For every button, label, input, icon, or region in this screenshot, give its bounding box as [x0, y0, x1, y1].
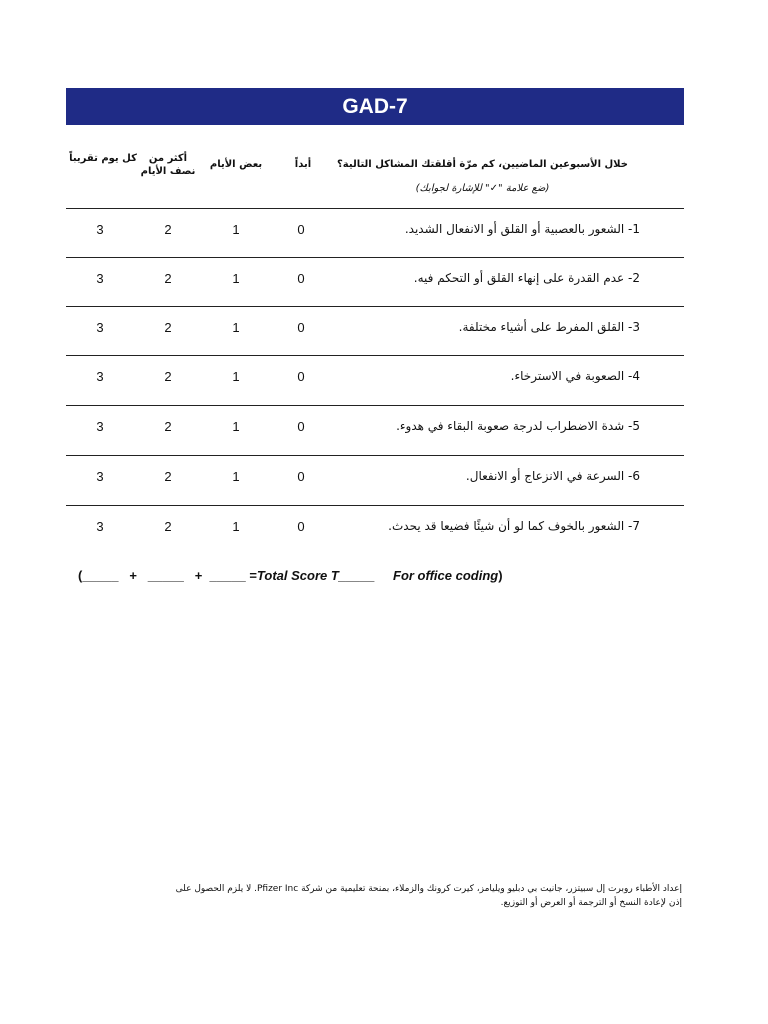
score-more-than-half[interactable]: 2 — [164, 369, 172, 384]
score-several-days[interactable]: 1 — [232, 519, 240, 534]
table-row — [66, 208, 684, 257]
question-item: 5- شدة الاضطراب لدرجة صعوبة البقاء في هدوء. — [396, 419, 640, 433]
score-several-days[interactable]: 1 — [232, 222, 240, 237]
score-not-at-all[interactable]: 0 — [297, 519, 305, 534]
score-not-at-all[interactable]: 0 — [297, 222, 305, 237]
form-title: GAD-7 — [342, 94, 408, 118]
score-nearly-every-day[interactable]: 3 — [96, 369, 104, 384]
total-score-line — [78, 568, 528, 583]
score-nearly-every-day[interactable]: 3 — [96, 222, 104, 237]
score-nearly-every-day[interactable]: 3 — [96, 320, 104, 335]
score-not-at-all[interactable]: 0 — [297, 271, 305, 286]
column-header-nearly-every-day: كل يوم تقريباً — [69, 153, 137, 164]
table-row — [66, 257, 684, 306]
question-item: 1- الشعور بالعصبية أو القلق أو الانفعال الشديد. — [404, 222, 640, 236]
score-several-days[interactable]: 1 — [232, 419, 240, 434]
office-coding-label: For office coding — [393, 568, 499, 583]
question-text: خلال الأسبوعين الماضيين، كم مرّة أقلقتك المشاكل التالية؟ — [337, 159, 628, 170]
score-blanks[interactable]: _____ + _____ + _____ = — [82, 568, 257, 583]
question-item: 7- الشعور بالخوف كما لو أن شيئًا فضيعا قد يحدث. — [388, 519, 640, 533]
question-item: 2- عدم القدرة على إنهاء القلق أو التحكم فيه. — [413, 271, 640, 285]
instruction-text: (ضع علامة "✓" للإشارة لجوابك) — [415, 183, 550, 194]
score-nearly-every-day[interactable]: 3 — [96, 469, 104, 484]
score-open-paren: ( — [78, 568, 83, 583]
score-more-than-half[interactable]: 2 — [164, 320, 172, 335]
score-several-days[interactable]: 1 — [232, 369, 240, 384]
table-row — [66, 455, 684, 504]
footer-line-1: إعداد الأطباء روبرت إل سبيتزر، جانيت بي دبليو ويليامز، كيرت كرونك والزملاء، بمنحة تعليمية من شركة Pfizer Inc. لا يلزم الحصول على — [175, 884, 682, 894]
total-score-label[interactable]: Total Score T_____ — [256, 568, 375, 583]
column-header-not-at-all: أبداً — [294, 159, 312, 170]
question-item: 3- القلق المفرط على أشياء مختلفة. — [458, 320, 640, 334]
score-more-than-half[interactable]: 2 — [164, 419, 172, 434]
score-several-days[interactable]: 1 — [232, 320, 240, 335]
question-prompt — [337, 158, 628, 196]
score-nearly-every-day[interactable]: 3 — [96, 519, 104, 534]
table-row — [66, 505, 684, 554]
score-more-than-half[interactable]: 2 — [164, 222, 172, 237]
table-row — [66, 355, 684, 404]
score-more-than-half[interactable]: 2 — [164, 519, 172, 534]
copyright-footer — [162, 882, 682, 910]
score-not-at-all[interactable]: 0 — [297, 320, 305, 335]
score-more-than-half[interactable]: 2 — [164, 469, 172, 484]
score-more-than-half[interactable]: 2 — [164, 271, 172, 286]
table-row — [66, 306, 684, 355]
score-nearly-every-day[interactable]: 3 — [96, 419, 104, 434]
form-title-bar — [66, 88, 684, 125]
footer-line-2: إذن لإعادة النسخ أو الترجمة أو العرض أو التوزيع. — [500, 898, 682, 908]
column-header-several-days: بعض الأيام — [209, 159, 263, 170]
score-several-days[interactable]: 1 — [232, 271, 240, 286]
table-row — [66, 405, 684, 454]
score-nearly-every-day[interactable]: 3 — [96, 271, 104, 286]
question-item: 4- الصعوبة في الاسترخاء. — [510, 369, 640, 383]
table-header — [66, 140, 684, 208]
score-several-days[interactable]: 1 — [232, 469, 240, 484]
score-not-at-all[interactable]: 0 — [297, 369, 305, 384]
question-item: 6- السرعة في الانزعاج أو الانفعال. — [465, 469, 640, 483]
score-not-at-all[interactable]: 0 — [297, 419, 305, 434]
score-close-paren: ) — [498, 568, 503, 583]
score-not-at-all[interactable]: 0 — [297, 469, 305, 484]
column-header-more-than-half: أكثر من نصف الأيام — [140, 153, 196, 177]
